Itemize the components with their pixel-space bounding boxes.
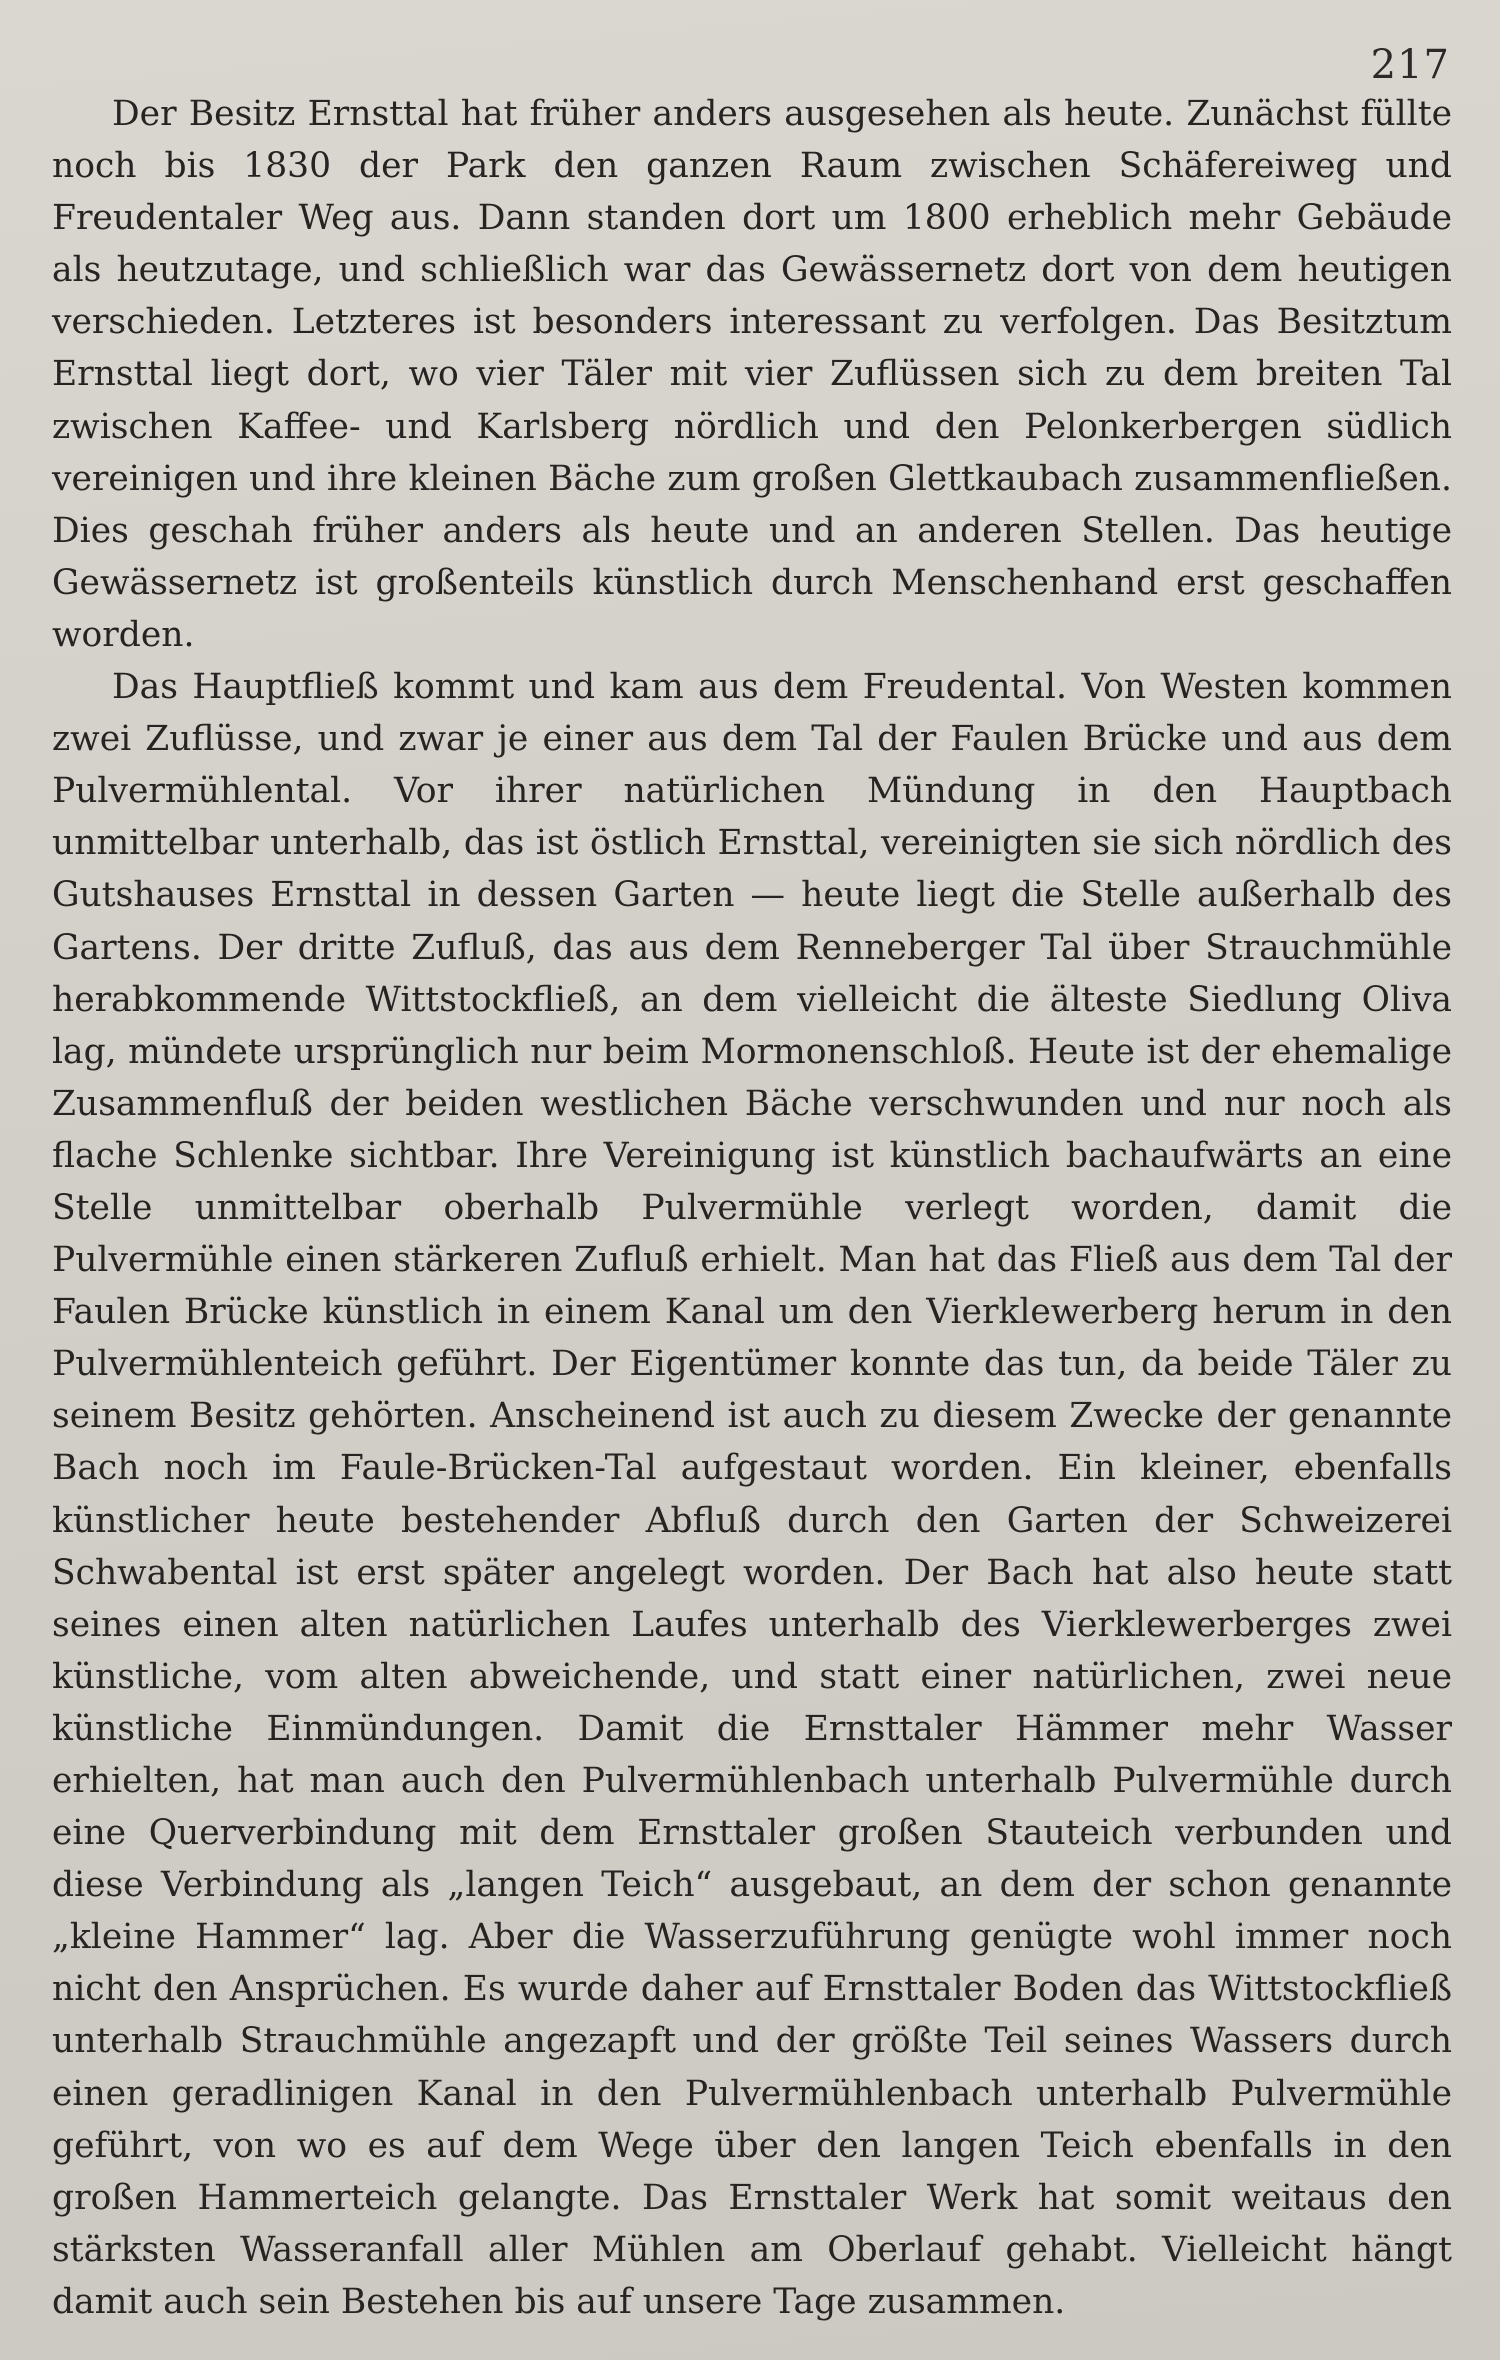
body-text [52,88,1452,2328]
page-number: 217 [1370,42,1450,88]
paragraph-1: Der Besitz Ernsttal hat früher anders ausgesehen als heute. Zunächst füllte noch bis 1830 der Park den ganzen Raum zwischen Schäfereiweg und Freudentaler Weg aus. Dann standen dort um 1800 erheblich mehr Gebäude als heutzutage, und schließlich war das Gewässernetz dort von dem heutigen verschieden. Letzteres ist besonders interessant zu verfolgen. Das Besitztum Ernsttal liegt dort, wo vier Täler mit vier Zuflüssen sich zu dem breiten Tal zwischen Kaffee- und Karlsberg nördlich und den Pelonkerbergen südlich vereinigen und ihre kleinen Bäche zum großen Glettkaubach zusammenfließen. Dies geschah früher anders als heute und an anderen Stellen. Das heutige Gewässernetz ist großenteils künstlich durch Menschenhand erst geschaffen worden. [52,94,1452,655]
paragraph-2: Das Hauptfließ kommt und kam aus dem Freudental. Von Westen kommen zwei Zuflüsse, und zwar je einer aus dem Tal der Faulen Brücke und aus dem Pulvermühlental. Vor ihrer natürlichen Mündung in den Hauptbach unmittelbar unterhalb, das ist östlich Ernsttal, vereinigten sie sich nördlich des Gutshauses Ernsttal in dessen Garten — heute liegt die Stelle außerhalb des Gartens. Der dritte Zufluß, das aus dem Renneberger Tal über Strauchmühle herabkommende Wittstockfließ, an dem vielleicht die älteste Siedlung Oliva lag, mündete ursprünglich nur beim Mormonenschloß. Heute ist der ehemalige Zusammenfluß der beiden westlichen Bäche verschwunden und nur noch als flache Schlenke sichtbar. Ihre Vereinigung ist künstlich bachaufwärts an eine Stelle unmittelbar oberhalb Pulvermühle verlegt worden, damit die Pulvermühle einen stärkeren Zufluß erhielt. Man hat das Fließ aus dem Tal der Faulen Brücke künstlich in einem Kanal um den Vierklewerberg herum in den Pulvermühlenteich geführt. Der Eigentümer konnte das tun, da beide Täler zu seinem Besitz gehörten. Anscheinend ist auch zu diesem Zwecke der genannte Bach noch im Faule-Brücken-Tal aufgestaut worden. Ein kleiner, ebenfalls künstlicher heute bestehender Abfluß durch den Garten der Schweizerei Schwabental ist erst später angelegt worden. Der Bach hat also heute statt seines einen alten natürlichen Laufes unterhalb des Vierklewerberges zwei künstliche, vom alten abweichende, und statt einer natürlichen, zwei neue künstliche Einmündungen. Damit die Ernsttaler Hämmer mehr Wasser erhielten, hat man auch den Pulvermühlenbach unterhalb Pulvermühle durch eine Querverbindung mit dem Ernsttaler großen Stauteich verbunden und diese Verbindung als „langen Teich“ ausgebaut, an dem der schon genannte „kleine Hammer“ lag. Aber die Wasserzuführung genügte wohl immer noch nicht den Ansprüchen. Es wurde daher auf Ernsttaler Boden das Wittstockfließ unterhalb Strauchmühle angezapft und der größte Teil seines Wassers durch einen geradlinigen Kanal in den Pulvermühlenbach unterhalb Pulvermühle geführt, von wo es auf dem Wege über den langen Teich ebenfalls in den großen Hammerteich gelangte. Das Ernsttaler Werk hat somit weitaus den stärksten Wasseranfall aller Mühlen am Oberlauf gehabt. Vielleicht hängt damit auch sein Bestehen bis auf unsere Tage zusammen. [52,667,1452,2322]
